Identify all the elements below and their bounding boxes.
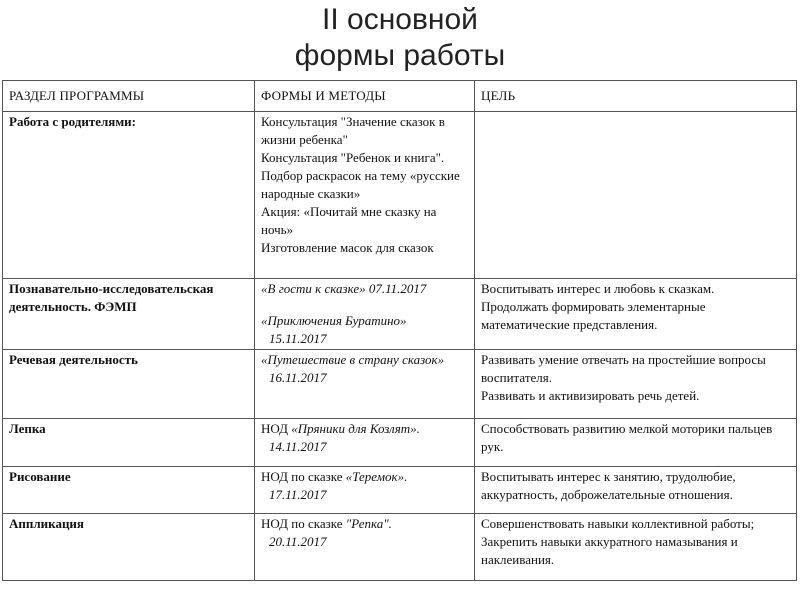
header-goal: ЦЕЛЬ [475,81,797,112]
goal-line: Воспитывать интерес и любовь к сказкам. [481,281,715,296]
forms-line [261,468,469,486]
forms-line: Консультация "Значение сказок в жизни ребенка" [261,114,445,147]
table-header-row [3,81,797,112]
forms-line: «Путешествие в страну сказок» [261,352,445,367]
row-forms [255,419,475,467]
row-goal [475,112,797,279]
row-goal [475,419,797,467]
row-forms [255,279,475,350]
forms-date: 15.11.2017 [269,331,327,346]
table-row [3,112,797,279]
goal-line: Закрепить навыки аккуратного намазывания и наклеивания. [481,534,738,567]
forms-line: Изготовление масок для сказок [261,240,434,255]
forms-line [261,515,469,533]
table-row [3,279,797,350]
forms-prefix: НОД [261,421,292,436]
row-section: Рисование [3,467,255,514]
row-section: Познавательно-исследовательская деятельность. ФЭМП [3,279,255,350]
work-plan-table [2,80,797,581]
goal-line: Развивать умение отвечать на простейшие вопросы воспитателя. [481,352,766,385]
spacer [261,298,469,312]
goal-line: Способствовать развитию мелкой моторики пальцев рук. [481,421,773,454]
table-row [3,514,797,581]
title-line-1: II основной [322,3,478,36]
forms-title: "Репка". [345,516,392,531]
row-forms [255,112,475,279]
row-goal [475,467,797,514]
row-section: Аппликация [3,514,255,581]
row-forms [255,350,475,419]
header-forms: ФОРМЫ И МЕТОДЫ [255,81,475,112]
goal-line: Продолжать формировать элементарные математические представления. [481,299,706,332]
row-goal [475,350,797,419]
table-row [3,419,797,467]
forms-title: «Теремок». [345,469,408,484]
forms-line: «В гости к сказке» 07.11.2017 [261,281,427,296]
forms-line: Акция: «Почитай мне сказку на ночь» [261,204,437,237]
forms-prefix: НОД по сказке [261,516,346,531]
forms-line: Консультация "Ребенок и книга". [261,150,445,165]
goal-line: Развивать и активизировать речь детей. [481,388,700,403]
row-goal [475,279,797,350]
goal-line: Воспитывать интерес к занятию, трудолюбие, аккуратность, доброжелательные отношения. [481,469,736,502]
table-row [3,467,797,514]
page-title [0,2,800,74]
row-section: Лепка [3,419,255,467]
forms-title: «Пряники для Козлят». [291,421,420,436]
row-goal [475,514,797,581]
row-forms [255,514,475,581]
row-forms [255,467,475,514]
forms-line [261,420,469,438]
forms-date: 16.11.2017 [269,370,327,385]
forms-line: «Приключения Буратино» [261,313,407,328]
row-section: Речевая деятельность [3,350,255,419]
forms-line: Подбор раскрасок на тему «русские народные сказки» [261,168,460,201]
forms-date: 20.11.2017 [269,534,327,549]
goal-line: Совершенствовать навыки коллективной работы; [481,516,755,531]
row-section: Работа с родителями: [3,112,255,279]
forms-prefix: НОД по сказке [261,469,346,484]
forms-date: 14.11.2017 [269,439,327,454]
forms-date: 17.11.2017 [269,487,327,502]
title-line-2: формы работы [294,39,506,72]
table-row [3,350,797,419]
header-section: РАЗДЕЛ ПРОГРАММЫ [3,81,255,112]
